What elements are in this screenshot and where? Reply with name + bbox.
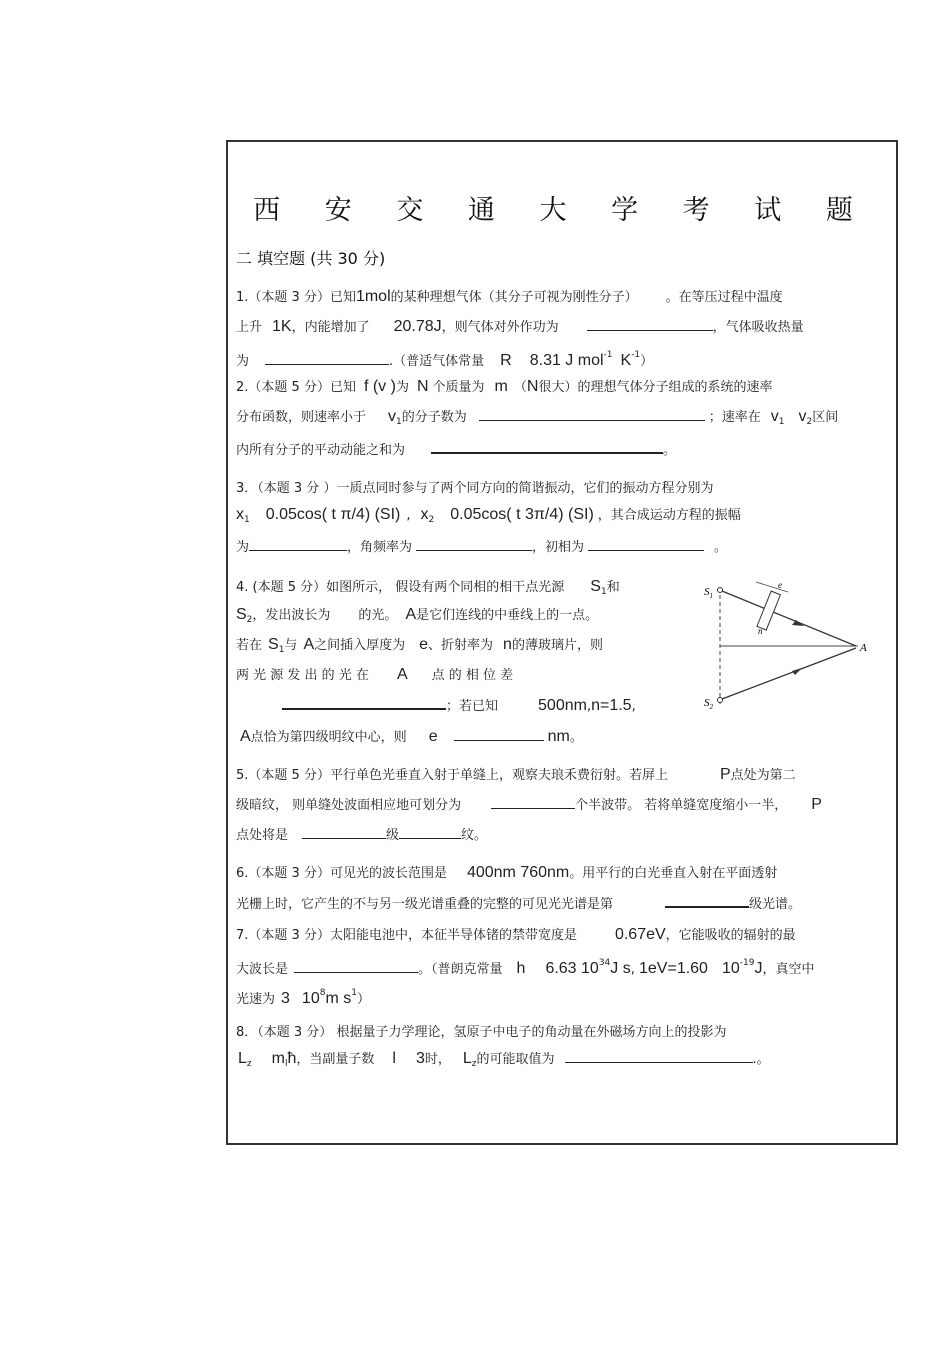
- q4-text: 是它们连线的中垂线上的一点。: [416, 608, 599, 623]
- q1-text: 。在等压过程中温度: [665, 290, 783, 305]
- q2-n: N: [416, 378, 429, 395]
- q3-line2: [236, 506, 741, 529]
- fig-label-e: e: [778, 580, 782, 590]
- q1-text: 上升: [236, 320, 263, 335]
- q1-text: .（普适气体常量: [389, 354, 485, 369]
- q4-s1: S: [590, 578, 601, 595]
- ray-s2: [722, 648, 856, 699]
- q8-text: .。: [752, 1052, 770, 1067]
- q4-text: ；若已知: [446, 699, 499, 714]
- q2-text: 很大）的理想气体分子组成的系统的速率: [538, 380, 773, 395]
- q2-f: f (v ): [363, 378, 396, 395]
- q4-text: 和: [606, 580, 620, 595]
- q3-line1: 3．（本题 3 分 ）一质点同时参与了两个同方向的简谐振动，它们的振动方程分别为: [236, 481, 714, 496]
- q5-line3: [236, 826, 487, 845]
- q2-m: m: [494, 378, 508, 395]
- page-title: 西 安 交 通 大 学 考 试 题: [253, 195, 871, 226]
- q1-text: 1.（本题 3 分）已知: [236, 290, 356, 305]
- q5-line2: [236, 796, 822, 815]
- fig-label-s1: $S_1$: [704, 586, 713, 600]
- q4-comma: ,: [586, 699, 592, 714]
- q1-1k: 1K: [272, 318, 292, 335]
- q7-text: 大波长是: [236, 962, 289, 977]
- q2-text: ；速率在: [708, 410, 761, 425]
- q1-text: ）: [640, 354, 654, 369]
- q7-exp: 8: [319, 988, 326, 998]
- q6-line1: [236, 864, 777, 883]
- q3-blank-amplitude[interactable]: [249, 538, 347, 551]
- q1-blank-heat[interactable]: [265, 352, 389, 365]
- section-heading: 二 填空题 (共 30 分): [236, 249, 386, 268]
- q1-blank-work[interactable]: [587, 318, 713, 331]
- q8-sub: l: [284, 1059, 288, 1069]
- q5-blank-fringe[interactable]: [399, 826, 461, 839]
- q8-line2: [236, 1050, 770, 1073]
- q8-blank-values[interactable]: [565, 1050, 753, 1063]
- q4-text: 点 的 相 位 差: [431, 668, 514, 683]
- q1-k: K: [620, 352, 632, 369]
- q3-blank-frequency[interactable]: [416, 538, 532, 551]
- q4-sub: 1: [600, 587, 607, 597]
- q7-exp: 34: [598, 958, 611, 968]
- q2-n: N: [526, 378, 539, 395]
- q1-text: ，则气体对外作功为: [441, 320, 559, 335]
- q2-v1: v: [388, 408, 397, 425]
- q5-text: 5.（本题 5 分）平行单色光垂直入射于单缝上，观察夫琅禾费衍射。若屏上: [236, 768, 668, 783]
- q7-ten: 10: [721, 960, 740, 977]
- q1-energy: 20.78J: [393, 318, 442, 335]
- q3-text: ，初相为: [532, 540, 585, 555]
- q7-comma: ,: [630, 962, 639, 977]
- q7-blank-wavelength[interactable]: [294, 960, 418, 973]
- q6-text: 级光谱。: [749, 897, 802, 912]
- q4-n-value: n=1.5: [591, 697, 632, 714]
- fig-label-a: A: [860, 642, 867, 654]
- q2-text: 。: [663, 443, 677, 458]
- q3-x1: x: [236, 506, 244, 523]
- q4-blank-thickness[interactable]: [454, 728, 544, 741]
- fig-label-n: n: [758, 626, 763, 636]
- q7-line2: [236, 954, 814, 979]
- q4-text: 的薄玻璃片，则: [511, 638, 603, 653]
- q7-text: 7.（本题 3 分）太阳能电池中，本征半导体锗的禁带宽度是: [236, 928, 577, 943]
- q7-ev: 1eV=1.60: [639, 960, 708, 977]
- q6-line2: [236, 894, 801, 914]
- q8-line1: 8．（本题 3 分） 根据量子力学理论，氢原子中电子的角动量在外磁场方向上的投影为: [236, 1025, 727, 1040]
- q4-comma: ,: [631, 699, 636, 714]
- q2-text: 的分子数为: [401, 410, 467, 425]
- glass-plate: [757, 591, 781, 630]
- q4-line6: [236, 728, 583, 747]
- q8-text: ，当副量子数: [296, 1052, 375, 1067]
- q4-text: 的光。: [358, 608, 398, 623]
- q2-text: （: [513, 380, 527, 395]
- q2-line3: [236, 440, 676, 460]
- arrow-s2: [792, 668, 802, 675]
- q7-h-value: 6.63 10: [545, 960, 599, 977]
- q2-text: 内所有分子的平动动能之和为: [236, 443, 406, 458]
- q2-text: 2.（本题 5 分）已知: [236, 380, 356, 395]
- q3-comma: ,: [406, 508, 411, 523]
- q7-j: J: [754, 960, 763, 977]
- q8-three: 3: [415, 1050, 425, 1067]
- q3-text: 为: [236, 540, 250, 555]
- q4-line4: [236, 666, 513, 685]
- dimension-line: [756, 582, 788, 592]
- q4-blank-phase[interactable]: [282, 696, 446, 710]
- q8-sub: z: [246, 1059, 252, 1069]
- q4-a: A: [240, 728, 251, 745]
- q5-p: P: [719, 766, 731, 783]
- q7-text: ，它能吸收的辐射的最: [665, 928, 796, 943]
- q3-text: ，其合成运动方程的振幅: [597, 508, 741, 523]
- ray-s1: [722, 591, 856, 646]
- q7-line1: [236, 926, 796, 945]
- q8-lz: L: [238, 1050, 247, 1067]
- q7-speed-unit: m s: [325, 990, 352, 1007]
- q1-text: ，气体吸收热量: [712, 320, 804, 335]
- q1-exp: -1: [631, 350, 641, 360]
- q4-text: 、折射率为: [428, 638, 494, 653]
- q2-line1: [236, 378, 772, 397]
- q2-blank-count[interactable]: [479, 408, 705, 421]
- q2-text: 为: [395, 380, 409, 395]
- q4-text: 4. (本题 5 分）如图所示， 假设有两个同相的相干点光源: [236, 580, 565, 595]
- q5-text: 级暗纹， 则单缝处波面相应地可划分为: [236, 798, 462, 813]
- q8-m: m: [271, 1050, 285, 1067]
- q3-x2: x: [420, 506, 429, 523]
- q1-r-value: 8.31 J mol: [529, 352, 604, 369]
- q7-exp: -19: [739, 958, 755, 968]
- q6-range: 400nm 760nm: [466, 864, 570, 881]
- q4-text: 若在: [236, 638, 263, 653]
- q4-a: A: [405, 606, 417, 623]
- q1-text: 的某种理想气体（其分子可视为刚性分子）: [390, 290, 638, 305]
- q5-p: P: [811, 796, 822, 813]
- q3-sub: 2: [428, 515, 435, 525]
- q2-text: 分布函数，则速率小于: [236, 410, 367, 425]
- q2-text: 区间: [812, 410, 839, 425]
- q1-text: 为: [236, 354, 250, 369]
- q7-text: ，真空中: [762, 962, 815, 977]
- q2-blank-energy[interactable]: [431, 440, 663, 454]
- q4-e: e: [428, 728, 438, 745]
- q4-s2: S: [236, 606, 247, 623]
- q2-line2: [236, 408, 838, 431]
- q3-eq1: 0.05cos( t π/4) (SI): [265, 506, 401, 523]
- q8-text: 的可能取值为: [476, 1052, 555, 1067]
- q5-text: 点处为第二: [730, 768, 796, 783]
- q4-s1: S: [268, 636, 279, 653]
- q3-line3: [236, 538, 727, 557]
- q8-lz: L: [462, 1050, 472, 1067]
- q4-unit: nm: [547, 728, 570, 745]
- q7-ten: 10: [301, 990, 320, 1007]
- q4-sub: 1: [278, 645, 285, 655]
- q2-sub: 1: [396, 417, 402, 427]
- q1-exp: -1: [603, 350, 613, 360]
- q1-r: R: [500, 352, 512, 369]
- q6-blank-order[interactable]: [665, 894, 749, 908]
- q8-hbar: ħ: [287, 1050, 297, 1067]
- q5-blank-zones[interactable]: [491, 796, 575, 809]
- q2-sub: 1: [778, 417, 785, 427]
- q5-text: 点处将是: [236, 828, 289, 843]
- q2-v1: v: [770, 408, 779, 425]
- q6-text: 光栅上时，它产生的不与另一级光谱重叠的完整的可见光光谱是第: [236, 897, 614, 912]
- source-s1-dot: [718, 588, 723, 593]
- q2-sub: 2: [806, 417, 813, 427]
- q4-e: e: [419, 636, 429, 653]
- q5-line1: [236, 766, 796, 785]
- q4-a: A: [396, 666, 408, 683]
- q4-line2: [236, 606, 598, 629]
- q5-text: 个半波带。 若将单缝宽度缩小一半，: [575, 798, 788, 813]
- q7-text: ）: [356, 992, 370, 1007]
- q5-text: 级: [386, 828, 400, 843]
- q7-text: 光速为: [236, 992, 276, 1007]
- q4-text: 点恰为第四级明纹中心，则: [250, 730, 407, 745]
- q4-a: A: [303, 636, 315, 653]
- q7-gap-energy: 0.67eV: [614, 926, 666, 943]
- q7-c: 3: [281, 990, 290, 1007]
- q5-text: 纹。: [461, 828, 488, 843]
- q4-text: 两 光 源 发 出 的 光 在: [236, 668, 369, 683]
- q4-text: 之间插入厚度为: [314, 638, 406, 653]
- q3-text: 。: [714, 540, 728, 555]
- q1-line3: [236, 346, 653, 371]
- q2-text: 个质量为: [432, 380, 485, 395]
- fig-label-s2: $S_2$: [704, 697, 713, 710]
- q4-line3: [236, 636, 603, 659]
- q4-n: n: [503, 636, 512, 653]
- q8-text: 时，: [424, 1052, 451, 1067]
- q3-text: ，角频率为: [347, 540, 413, 555]
- q1-line1: [236, 288, 783, 307]
- q7-exp: 1: [351, 988, 357, 998]
- q4-wavelength: 500nm: [538, 697, 587, 714]
- q7-line3: [236, 984, 370, 1009]
- double-source-figure: [700, 578, 872, 710]
- q3-sub: 1: [244, 515, 250, 525]
- q4-text: 。: [569, 730, 583, 745]
- q7-text: 。（普朗克常量: [418, 962, 503, 977]
- q1-text: ，内能增加了: [291, 320, 370, 335]
- q4-line1: [236, 578, 620, 601]
- q4-text: 与: [284, 638, 298, 653]
- q6-text: 。用平行的白光垂直入射在平面透射: [569, 866, 778, 881]
- q1-line2: [236, 318, 804, 337]
- q5-blank-order[interactable]: [302, 826, 386, 839]
- q4-line5: [236, 696, 636, 716]
- q3-eq2: 0.05cos( t 3π/4) (SI): [450, 506, 594, 523]
- q2-v2: v: [798, 408, 807, 425]
- q3-blank-phase[interactable]: [588, 538, 704, 551]
- q1-mol: 1mol: [355, 288, 391, 305]
- q8-sub: z: [471, 1059, 477, 1069]
- q7-h-unit: J s: [610, 960, 631, 977]
- q6-text: 6.（本题 3 分）可见光的波长范围是: [236, 866, 447, 881]
- q4-text: ，发出波长为: [252, 608, 331, 623]
- q7-h: h: [516, 960, 526, 977]
- q8-l: l: [392, 1050, 396, 1067]
- q4-sub: 2: [246, 615, 253, 625]
- source-s2-dot: [718, 698, 723, 703]
